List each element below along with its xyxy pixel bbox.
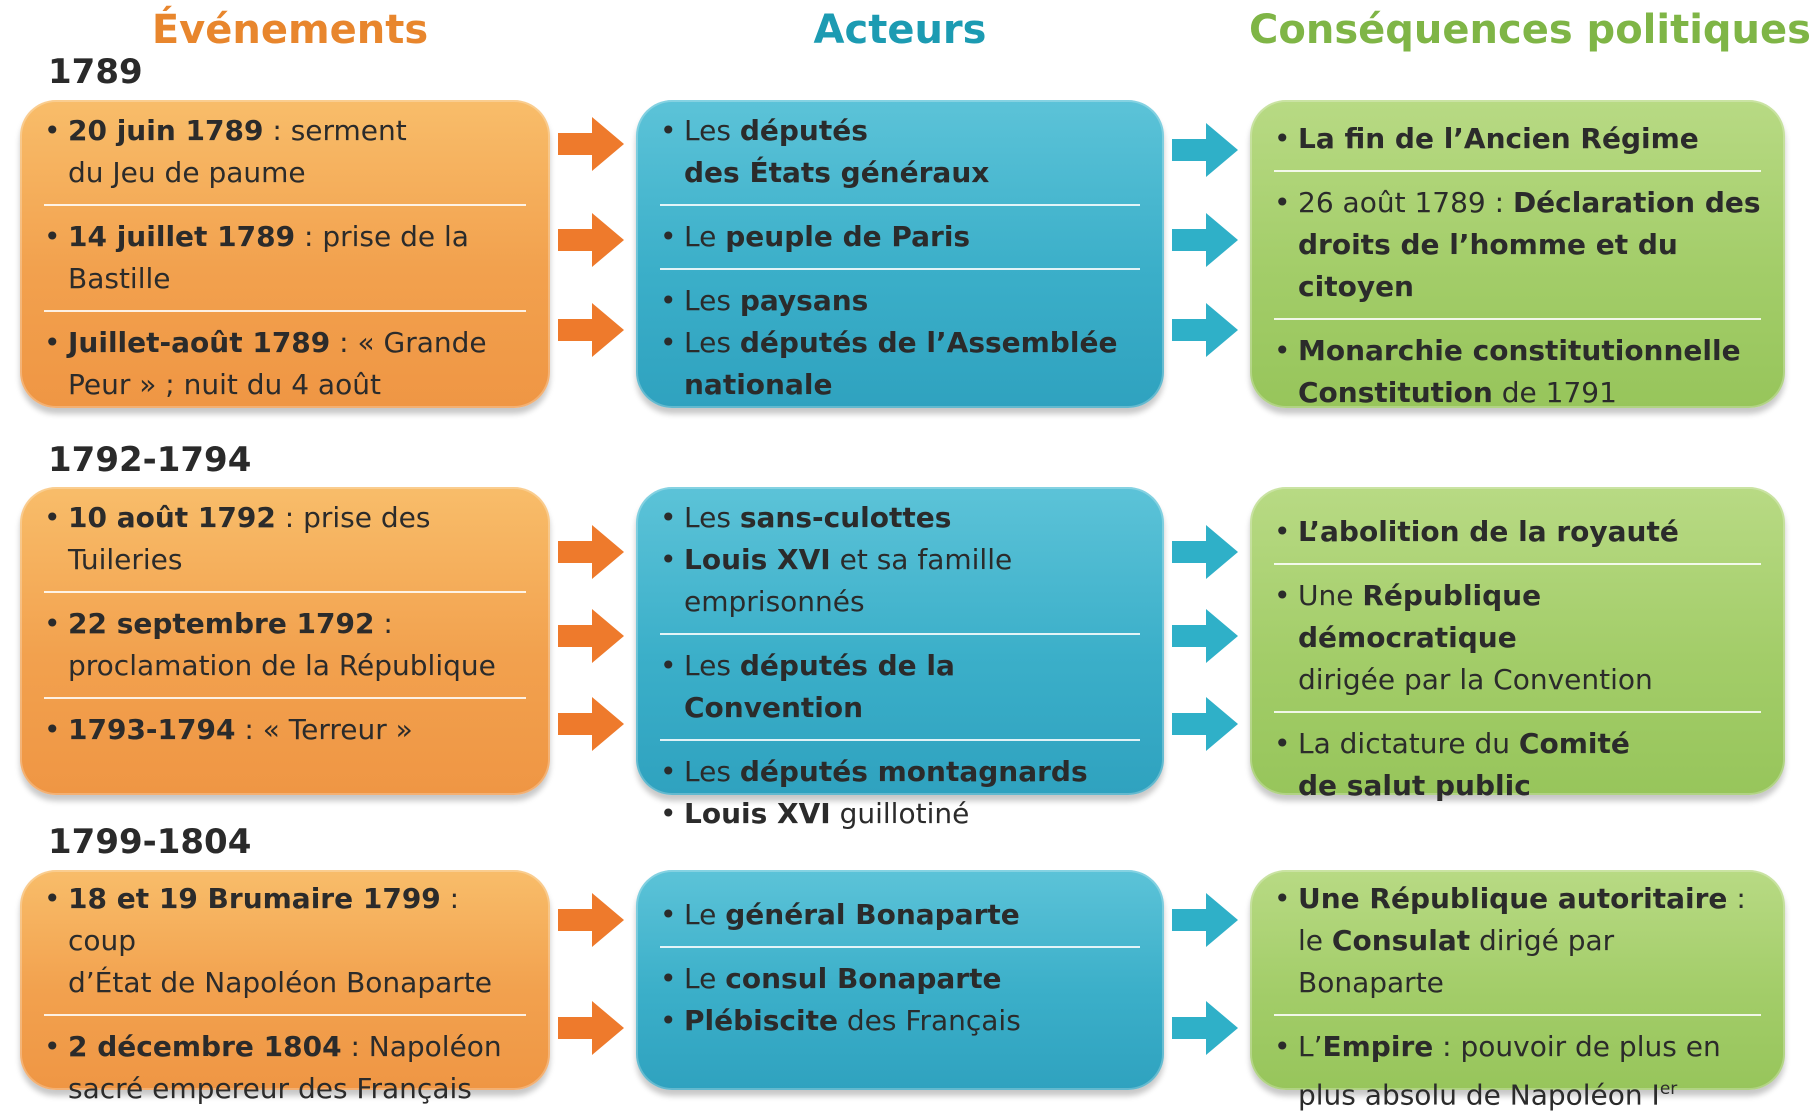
events-header: Événements	[151, 7, 429, 53]
consequences-box	[1250, 100, 1785, 408]
divider	[44, 204, 526, 206]
text-segment: : Napoléon	[341, 1030, 502, 1063]
text-segment: consul Bonaparte	[725, 962, 1002, 995]
consequences-item	[1274, 182, 1761, 224]
text-segment: : coup	[68, 882, 460, 957]
divider	[1274, 563, 1761, 565]
text-segment: Peur » ; nuit du 4 août	[68, 368, 381, 401]
arrow-right-blue-icon	[1172, 213, 1238, 267]
events-item-continued	[44, 152, 526, 194]
arrow-right-orange-icon	[558, 525, 624, 579]
text-superscript: er	[1659, 1079, 1678, 1099]
actors-box	[636, 487, 1164, 830]
arrow-right-blue-icon	[1172, 697, 1238, 751]
events-item	[44, 110, 526, 152]
text-segment: du Jeu de paume	[68, 156, 306, 189]
text-segment: Constitution	[1298, 376, 1493, 409]
text-segment: Louis XVI	[684, 797, 831, 830]
actors-item	[660, 322, 1140, 364]
text-segment: L’	[1298, 1030, 1323, 1063]
text-segment: plus absolu de Napoléon I	[1298, 1078, 1660, 1112]
divider	[44, 697, 526, 699]
text-segment: députés montagnards	[739, 755, 1088, 788]
text-segment: Une	[1298, 579, 1363, 612]
consequences-box	[1250, 870, 1785, 1112]
text-segment: Les	[684, 326, 740, 359]
arrow-right-blue-icon	[1172, 525, 1238, 579]
text-segment: La dictature du	[1298, 727, 1519, 760]
period-label: 1792-1794	[48, 440, 252, 480]
divider	[1274, 170, 1761, 172]
consequences-item-continued	[1274, 372, 1761, 414]
actors-item	[660, 958, 1140, 1000]
consequences-item	[1274, 118, 1761, 160]
arrow-right-orange-icon	[558, 303, 624, 357]
text-segment: général Bonaparte	[725, 898, 1020, 931]
divider	[1274, 711, 1761, 713]
period-label: 1799-1804	[48, 822, 252, 862]
actors-item	[660, 280, 1140, 322]
text-segment: 14 juillet 1789	[68, 220, 296, 253]
arrow-right-blue-icon	[1172, 1001, 1238, 1055]
text-segment: Le	[684, 962, 726, 995]
actors-box	[636, 870, 1164, 1090]
events-item	[44, 603, 526, 645]
consequences-item	[1274, 723, 1761, 765]
events-item-continued	[44, 962, 526, 1004]
divider	[1274, 1014, 1761, 1016]
text-segment: paysans	[739, 284, 869, 317]
arrow-right-orange-icon	[558, 1001, 624, 1055]
text-segment: nationale	[684, 368, 833, 401]
text-segment: L’abolition de la royauté	[1298, 515, 1679, 548]
text-segment: 20 juin 1789	[68, 114, 264, 147]
text-segment: 22 septembre 1792	[68, 607, 375, 640]
text-segment: députés de la Convention	[684, 649, 955, 724]
arrow-right-orange-icon	[558, 213, 624, 267]
consequences-item	[1274, 511, 1761, 553]
events-item-continued	[44, 1068, 526, 1110]
consequences-item-continued	[1274, 1068, 1761, 1116]
actors-item	[660, 216, 1140, 258]
text-segment: députés de l’Assemblée	[739, 326, 1118, 359]
text-segment: sacré empereur des Français	[68, 1072, 472, 1105]
text-segment: Le	[684, 898, 726, 931]
text-segment: de 1791	[1492, 376, 1617, 409]
actors-item	[660, 645, 1140, 729]
text-segment: Les	[684, 114, 740, 147]
text-segment: des États généraux	[684, 156, 990, 189]
actors-item	[660, 539, 1140, 623]
actors-item	[660, 751, 1140, 793]
consequences-item	[1274, 1026, 1761, 1068]
text-segment: République démocratique	[1298, 579, 1542, 654]
text-segment: Les	[684, 755, 740, 788]
text-segment: Empire	[1322, 1030, 1434, 1063]
actors-header: Acteurs	[813, 7, 987, 53]
text-segment: Une République autoritaire	[1298, 882, 1728, 915]
actors-item	[660, 793, 1140, 835]
events-box	[20, 100, 550, 408]
events-item	[44, 878, 526, 962]
events-box	[20, 870, 550, 1105]
actors-item	[660, 497, 1140, 539]
divider	[660, 633, 1140, 635]
arrow-right-orange-icon	[558, 893, 624, 947]
text-segment: 10 août 1792	[68, 501, 276, 534]
text-segment: :	[374, 607, 393, 640]
events-item	[44, 1026, 526, 1068]
text-segment: Consulat	[1331, 924, 1471, 957]
text-segment: et sa famille emprisonnés	[684, 543, 1013, 618]
events-item	[44, 709, 526, 751]
arrow-right-blue-icon	[1172, 609, 1238, 663]
arrow-right-orange-icon	[558, 609, 624, 663]
text-segment: sans-culottes	[739, 501, 952, 534]
text-segment: 18 et 19 Brumaire 1799	[68, 882, 441, 915]
events-item-continued	[44, 364, 526, 406]
consequences-item-continued	[1274, 659, 1761, 701]
text-segment: La fin de l’Ancien Régime	[1298, 122, 1699, 155]
text-segment: Plébiscite	[684, 1004, 838, 1037]
text-segment: : « Terreur »	[235, 713, 413, 746]
text-segment: 1793-1794	[68, 713, 236, 746]
text-segment: dirigée par la Convention	[1298, 663, 1653, 696]
actors-box	[636, 100, 1164, 408]
text-segment: Louis XVI	[684, 543, 831, 576]
text-segment: : prise de la Bastille	[68, 220, 469, 295]
consequences-item-continued	[1274, 920, 1761, 1004]
text-segment: Juillet-août 1789	[68, 326, 331, 359]
events-item	[44, 216, 526, 300]
text-segment: 2 décembre 1804	[68, 1030, 342, 1063]
period-label: 1789	[48, 52, 143, 92]
events-item	[44, 322, 526, 364]
divider	[44, 1014, 526, 1016]
arrow-right-orange-icon	[558, 117, 624, 171]
text-segment: : pouvoir de plus en	[1433, 1030, 1721, 1063]
divider	[660, 946, 1140, 948]
actors-item	[660, 1000, 1140, 1042]
divider	[44, 591, 526, 593]
actors-item-continued	[660, 364, 1140, 406]
text-segment: guillotiné	[830, 797, 970, 830]
text-segment: Monarchie constitutionnelle	[1298, 334, 1741, 367]
consequences-item-continued	[1274, 765, 1761, 807]
arrow-right-blue-icon	[1172, 123, 1238, 177]
actors-item	[660, 110, 1140, 152]
divider	[660, 739, 1140, 741]
text-segment: proclamation de la République	[68, 649, 496, 682]
text-segment: : prise des Tuileries	[68, 501, 431, 576]
events-item-continued	[44, 645, 526, 687]
consequences-item	[1274, 878, 1761, 920]
divider	[660, 268, 1140, 270]
text-segment: peuple de Paris	[725, 220, 971, 253]
divider	[44, 310, 526, 312]
divider	[660, 204, 1140, 206]
arrow-right-orange-icon	[558, 697, 624, 751]
consequences-item-continued	[1274, 224, 1761, 308]
text-segment: des Français	[838, 1004, 1021, 1037]
text-segment: le	[1298, 924, 1332, 957]
text-segment: députés	[739, 114, 868, 147]
text-segment: dirigé par Bonaparte	[1298, 924, 1615, 999]
consequences-box	[1250, 487, 1785, 802]
text-segment: Les	[684, 501, 740, 534]
text-segment: Déclaration des	[1512, 186, 1761, 219]
arrow-right-blue-icon	[1172, 303, 1238, 357]
events-item	[44, 497, 526, 581]
consequences-item	[1274, 575, 1761, 659]
actors-item	[660, 894, 1140, 936]
text-segment: : serment	[263, 114, 407, 147]
divider	[1274, 318, 1761, 320]
text-segment: droits de l’homme et du citoyen	[1298, 228, 1678, 303]
text-segment: d’État de Napoléon Bonaparte	[68, 966, 492, 999]
events-box	[20, 487, 550, 795]
text-segment: Comité	[1518, 727, 1630, 760]
arrow-right-blue-icon	[1172, 893, 1238, 947]
text-segment: Les	[684, 284, 740, 317]
text-segment: Les	[684, 649, 740, 682]
consequences-header: Conséquences politiques	[1249, 7, 1811, 53]
text-segment: 26 août 1789 :	[1298, 186, 1513, 219]
actors-item-continued	[660, 152, 1140, 194]
text-segment: :	[1727, 882, 1746, 915]
text-segment: Le	[684, 220, 726, 253]
consequences-item	[1274, 330, 1761, 372]
text-segment: : « Grande	[330, 326, 487, 359]
text-segment: de salut public	[1298, 769, 1531, 802]
